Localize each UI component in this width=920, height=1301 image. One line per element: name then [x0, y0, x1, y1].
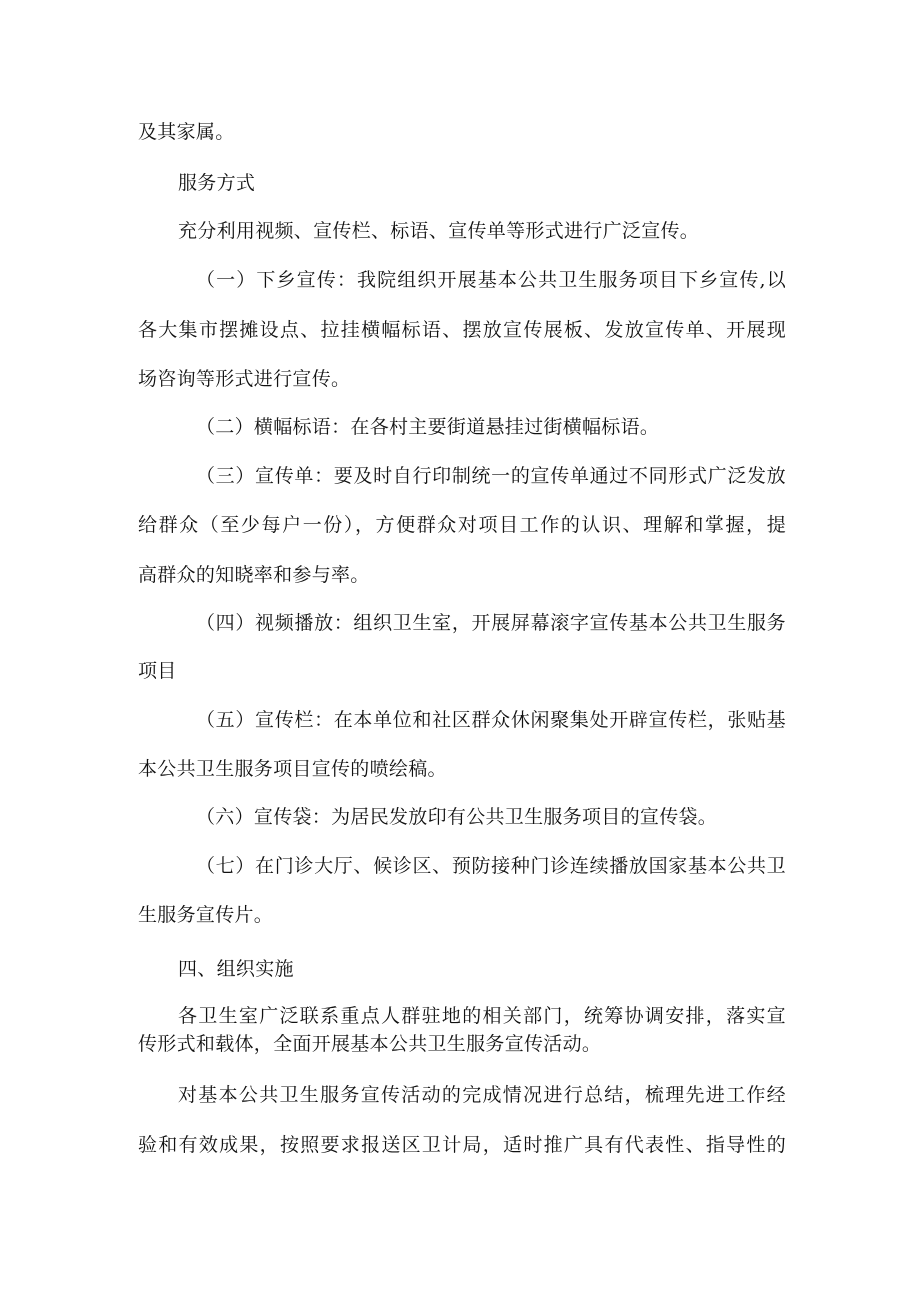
paragraph-line: 高群众的知晓率和参与率。 — [138, 564, 370, 586]
paragraph-line: 验和有效成果，按照要求报送区卫计局，适时推广具有代表性、指导性的 — [138, 1134, 786, 1156]
paragraph-line: 各卫生室广泛联系重点人群驻地的相关部门，统筹协调安排，落实宣 — [178, 1005, 786, 1027]
section-heading: 四、组织实施 — [178, 958, 294, 980]
paragraph-line: （七）在门诊大厅、候诊区、预防接种门诊连续播放国家基本公共卫 — [196, 855, 786, 877]
paragraph-line: 充分利用视频、宣传栏、标语、宣传单等形式进行广泛宣传。 — [178, 220, 700, 242]
paragraph-line: （六）宣传袋：为居民发放印有公共卫生服务项目的宣传袋。 — [196, 806, 718, 828]
paragraph-line: 本公共卫生服务项目宣传的喷绘稿。 — [138, 758, 447, 780]
paragraph-line: 各大集市摆摊设点、拉挂横幅标语、摆放宣传展板、发放宣传单、开展现 — [138, 319, 786, 341]
paragraph-line: 传形式和载体，全面开展基本公共卫生服务宣传活动。 — [138, 1033, 602, 1055]
paragraph-line: （四）视频播放：组织卫生室，开展屏幕滚字宣传基本公共卫生服务 — [196, 612, 786, 634]
section-heading: 服务方式 — [178, 172, 256, 194]
paragraph-line: （二）横幅标语：在各村主要街道悬挂过街横幅标语。 — [196, 416, 660, 438]
paragraph-line: 项目 — [138, 660, 177, 682]
paragraph-line: 及其家属。 — [138, 121, 235, 143]
paragraph-line: （三）宣传单：要及时自行印制统一的宣传单通过不同形式广泛发放 — [196, 465, 786, 487]
paragraph-line: （五）宣传栏：在本单位和社区群众休闲聚集处开辟宣传栏，张贴基 — [196, 709, 786, 731]
paragraph-line: 生服务宣传片。 — [138, 904, 274, 926]
paragraph-line: 对基本公共卫生服务宣传活动的完成情况进行总结，梳理先进工作经 — [178, 1084, 786, 1106]
paragraph-line: 场咨询等形式进行宣传。 — [138, 368, 351, 390]
paragraph-line: 给群众（至少每户一份），方便群众对项目工作的认识、理解和掌握，提 — [138, 514, 786, 536]
paragraph-line: （一）下乡宣传：我院组织开展基本公共卫生服务项目下乡宣传,以 — [196, 269, 786, 291]
